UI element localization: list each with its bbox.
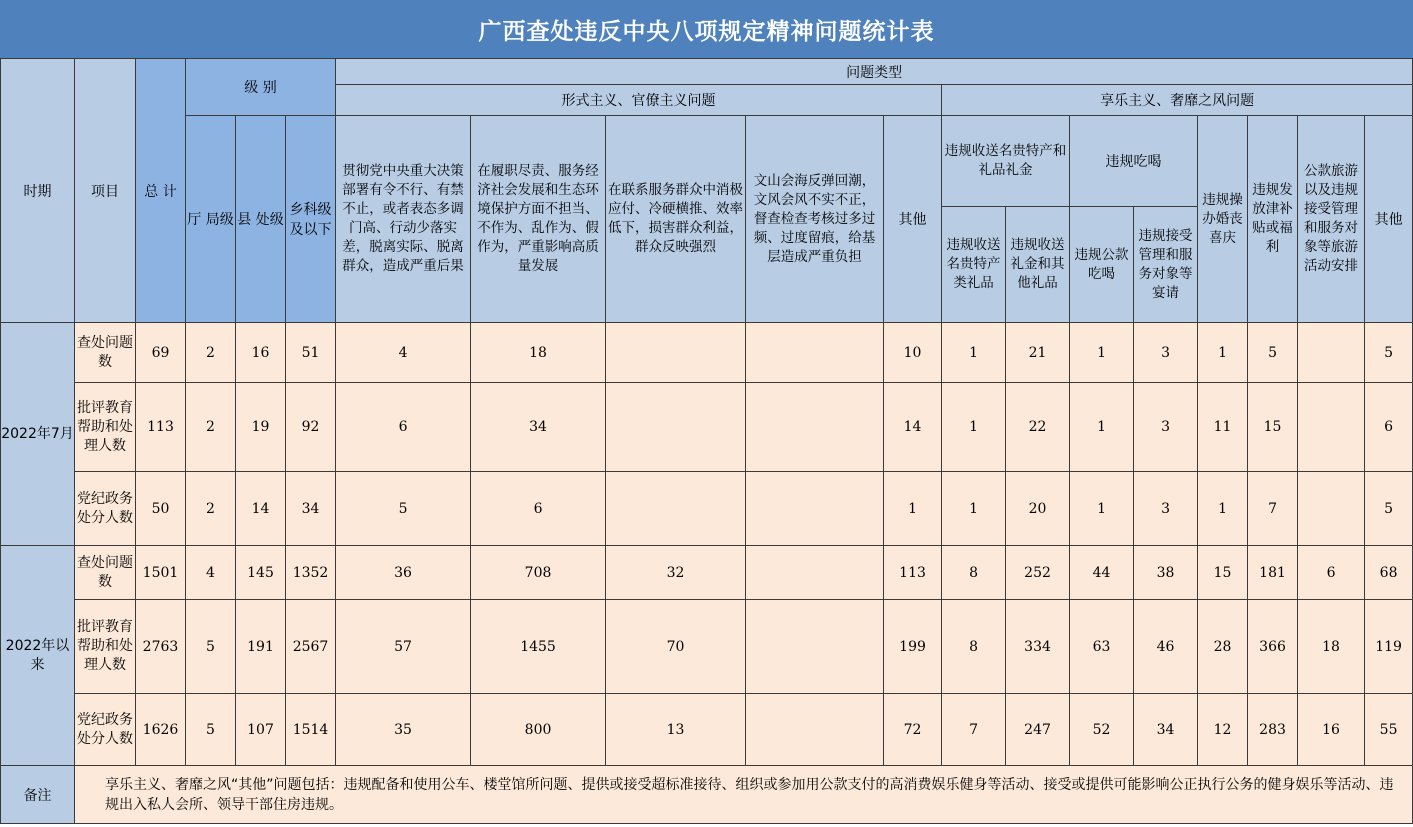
cell: 1	[1070, 323, 1134, 383]
cell: 46	[1134, 600, 1198, 694]
cell: 1	[884, 472, 942, 546]
cell: 52	[1070, 694, 1134, 766]
cell: 6	[336, 383, 471, 472]
cell: 44	[1070, 546, 1134, 600]
row-label: 党纪政务处分人数	[75, 694, 136, 766]
cell: 38	[1134, 546, 1198, 600]
cell	[746, 383, 884, 472]
header-formalism-3: 在联系服务群众中消极应付、冷硬横推、效率低下，损害群众利益，群众反映强烈	[606, 116, 746, 323]
cell: 19	[236, 383, 286, 472]
header-hedonism-other: 其他	[1365, 116, 1413, 323]
cell	[1298, 472, 1365, 546]
cell: 5	[1365, 323, 1413, 383]
cell: 69	[136, 323, 186, 383]
cell: 5	[1248, 323, 1298, 383]
header-level-xian: 县 处级	[236, 116, 286, 323]
cell: 1352	[286, 546, 336, 600]
cell: 283	[1248, 694, 1298, 766]
cell: 2	[186, 323, 236, 383]
cell: 5	[186, 600, 236, 694]
cell: 20	[1006, 472, 1070, 546]
cell: 1501	[136, 546, 186, 600]
cell: 3	[1134, 383, 1198, 472]
cell: 107	[236, 694, 286, 766]
header-problem-type: 问题类型	[336, 59, 1413, 85]
cell: 21	[1006, 323, 1070, 383]
cell: 145	[236, 546, 286, 600]
cell: 113	[136, 383, 186, 472]
cell: 34	[1134, 694, 1198, 766]
cell: 7	[1248, 472, 1298, 546]
cell: 34	[471, 383, 606, 472]
cell: 2763	[136, 600, 186, 694]
cell	[746, 323, 884, 383]
cell: 16	[236, 323, 286, 383]
cell: 6	[471, 472, 606, 546]
cell: 1	[1070, 472, 1134, 546]
cell: 2	[186, 472, 236, 546]
cell: 14	[236, 472, 286, 546]
cell: 18	[471, 323, 606, 383]
cell: 68	[1365, 546, 1413, 600]
cell: 366	[1248, 600, 1298, 694]
cell: 247	[1006, 694, 1070, 766]
cell: 1	[1198, 472, 1248, 546]
cell: 2567	[286, 600, 336, 694]
cell: 1	[942, 323, 1006, 383]
cell: 5	[336, 472, 471, 546]
header-travel: 公款旅游以及违规接受管理和服务对象等旅游活动安排	[1298, 116, 1365, 323]
cell: 8	[942, 600, 1006, 694]
cell: 199	[884, 600, 942, 694]
cell: 252	[1006, 546, 1070, 600]
header-formalism-4: 文山会海反弹回潮，文风会风不实不正，督查检查考核过多过频、过度留痕，给基层造成严重负担	[746, 116, 884, 323]
cell	[746, 472, 884, 546]
header-formalism-other: 其他	[884, 116, 942, 323]
cell: 2	[186, 383, 236, 472]
header-hedonism: 享乐主义、奢靡之风问题	[942, 85, 1413, 116]
header-eat-1: 违规公款吃喝	[1070, 207, 1134, 323]
cell: 113	[884, 546, 942, 600]
cell: 1	[942, 383, 1006, 472]
row-label: 批评教育帮助和处理人数	[75, 383, 136, 472]
cell: 1	[1070, 383, 1134, 472]
header-level-ting: 厅 局级	[186, 116, 236, 323]
cell: 4	[186, 546, 236, 600]
note-label: 备注	[1, 766, 75, 824]
cell: 35	[336, 694, 471, 766]
cell: 51	[286, 323, 336, 383]
cell: 63	[1070, 600, 1134, 694]
cell: 3	[1134, 323, 1198, 383]
cell	[606, 383, 746, 472]
header-item: 项目	[75, 59, 136, 323]
note-row	[1, 766, 1413, 824]
cell: 57	[336, 600, 471, 694]
note-text: 享乐主义、奢靡之风“其他”问题包括：违规配备和使用公车、楼堂馆所问题、提供或接受超标准接待、组织或参加用公款支付的高消费娱乐健身等活动、接受或提供可能影响公正执行公务的健身娱乐等活动、违规出入私人会所、领导干部住房违规。	[75, 766, 1413, 824]
row-label: 党纪政务处分人数	[75, 472, 136, 546]
cell: 7	[942, 694, 1006, 766]
cell: 708	[471, 546, 606, 600]
cell: 8	[942, 546, 1006, 600]
cell: 6	[1365, 383, 1413, 472]
cell	[746, 600, 884, 694]
period-label: 2022年以来	[1, 546, 75, 766]
cell: 334	[1006, 600, 1070, 694]
header-formalism-2: 在履职尽责、服务经济社会发展和生态环境保护方面不担当、不作为、乱作为、假作为，严重影响高质量发展	[471, 116, 606, 323]
page-title: 广西查处违反中央八项规定精神问题统计表	[0, 0, 1413, 58]
header-gift-1: 违规收送名贵特产类礼品	[942, 207, 1006, 323]
period-label: 2022年7月	[1, 323, 75, 546]
cell: 50	[136, 472, 186, 546]
cell: 1	[942, 472, 1006, 546]
cell	[606, 323, 746, 383]
header-gift-2: 违规收送礼金和其他礼品	[1006, 207, 1070, 323]
cell: 10	[884, 323, 942, 383]
cell: 191	[236, 600, 286, 694]
table-row	[1, 694, 1413, 766]
cell: 18	[1298, 600, 1365, 694]
cell: 6	[1298, 546, 1365, 600]
header-eat-2: 违规接受管理和服务对象等宴请	[1134, 207, 1198, 323]
cell	[1298, 383, 1365, 472]
cell: 55	[1365, 694, 1413, 766]
cell: 181	[1248, 546, 1298, 600]
header-wedding: 违规操办婚丧喜庆	[1198, 116, 1248, 323]
cell: 36	[336, 546, 471, 600]
cell: 16	[1298, 694, 1365, 766]
cell: 15	[1248, 383, 1298, 472]
cell: 22	[1006, 383, 1070, 472]
cell: 1455	[471, 600, 606, 694]
row-label: 查处问题数	[75, 546, 136, 600]
header-level-xiang: 乡科级及以下	[286, 116, 336, 323]
row-label: 查处问题数	[75, 323, 136, 383]
header-subsidy: 违规发放津补贴或福利	[1248, 116, 1298, 323]
cell: 119	[1365, 600, 1413, 694]
table-row	[1, 546, 1413, 600]
cell	[1298, 323, 1365, 383]
statistics-table	[0, 58, 1413, 824]
cell: 5	[186, 694, 236, 766]
cell: 12	[1198, 694, 1248, 766]
header-gift: 违规收送名贵特产和礼品礼金	[942, 116, 1070, 207]
header-period: 时期	[1, 59, 75, 323]
table-row	[1, 600, 1413, 694]
row-label: 批评教育帮助和处理人数	[75, 600, 136, 694]
cell: 1514	[286, 694, 336, 766]
cell: 72	[884, 694, 942, 766]
cell	[746, 546, 884, 600]
cell: 800	[471, 694, 606, 766]
cell	[746, 694, 884, 766]
cell: 32	[606, 546, 746, 600]
header-formalism-1: 贯彻党中央重大决策部署有令不行、有禁不止，或者表态多调门高、行动少落实差，脱离实际、脱离群众，造成严重后果	[336, 116, 471, 323]
cell: 15	[1198, 546, 1248, 600]
header-eat: 违规吃喝	[1070, 116, 1198, 207]
cell	[606, 472, 746, 546]
cell: 34	[286, 472, 336, 546]
cell: 1626	[136, 694, 186, 766]
cell: 4	[336, 323, 471, 383]
table-row	[1, 323, 1413, 383]
table-row	[1, 383, 1413, 472]
header-formalism: 形式主义、官僚主义问题	[336, 85, 942, 116]
cell: 70	[606, 600, 746, 694]
header-level: 级 别	[186, 59, 336, 116]
cell: 5	[1365, 472, 1413, 546]
cell: 3	[1134, 472, 1198, 546]
table-row	[1, 472, 1413, 546]
cell: 1	[1198, 323, 1248, 383]
header-total: 总 计	[136, 59, 186, 323]
cell: 92	[286, 383, 336, 472]
cell: 14	[884, 383, 942, 472]
cell: 28	[1198, 600, 1248, 694]
cell: 13	[606, 694, 746, 766]
cell: 11	[1198, 383, 1248, 472]
